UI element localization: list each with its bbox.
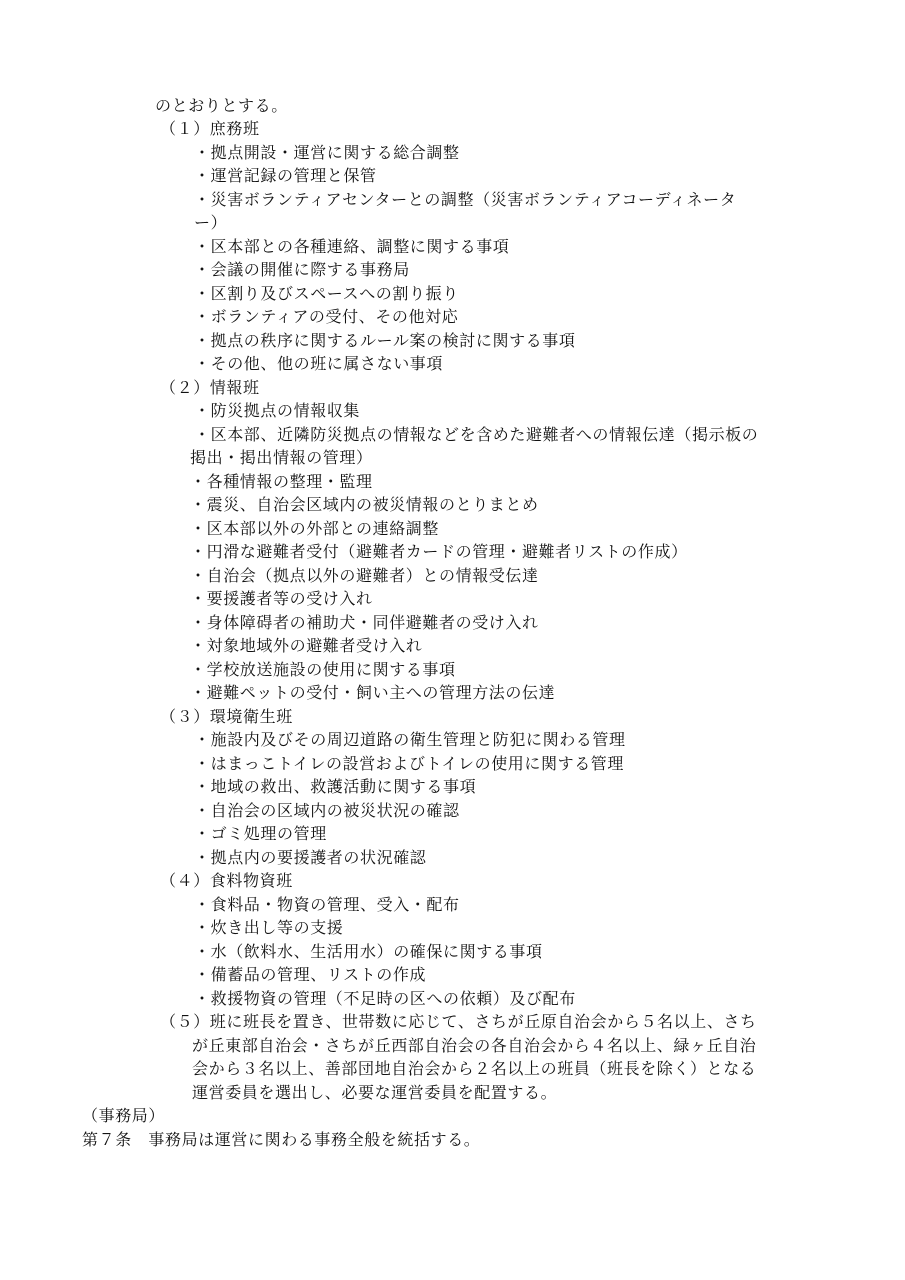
list-item: ・水（飲料水、生活用水）の確保に関する事項 xyxy=(194,942,543,961)
list-item: ・その他、他の班に属さない事項 xyxy=(194,354,444,373)
list-item: ・各種情報の整理・監理 xyxy=(190,472,373,491)
list-item: ・食料品・物資の管理、受入・配布 xyxy=(194,895,460,914)
intro-text: のとおりとする。 xyxy=(155,96,288,115)
list-item: ・地域の救出、救護活動に関する事項 xyxy=(194,777,477,796)
list-item: 掲出・掲出情報の管理） xyxy=(190,448,373,467)
list-item: ・会議の開催に際する事務局 xyxy=(194,260,410,279)
list-item: ・防災拠点の情報収集 xyxy=(194,401,361,420)
list-item: ・対象地域外の避難者受け入れ xyxy=(190,636,423,655)
list-item: ・炊き出し等の支援 xyxy=(194,918,344,937)
list-item: ー） xyxy=(194,213,228,232)
list-item: ・区本部との各種連絡、調整に関する事項 xyxy=(194,237,510,256)
list-item: ・区本部以外の外部との連絡調整 xyxy=(190,519,440,538)
list-item: ・災害ボランティアセンターとの調整（災害ボランティアコーディネータ xyxy=(194,190,737,209)
list-item: ・拠点の秩序に関するルール案の検討に関する事項 xyxy=(194,331,576,350)
list-item: ・ゴミ処理の管理 xyxy=(194,824,327,843)
list-item: ・避難ペットの受付・飼い主への管理方法の伝達 xyxy=(190,683,556,702)
list-item: ・自治会（拠点以外の避難者）との情報受伝達 xyxy=(190,566,539,585)
clause-5-line: が丘東部自治会・さちが丘西部自治会の各自治会から４名以上、緑ヶ丘自治 xyxy=(192,1036,757,1055)
list-item: ・はまっこトイレの設営およびトイレの使用に関する管理 xyxy=(194,754,625,773)
list-item: ・備蓄品の管理、リストの作成 xyxy=(194,965,427,984)
list-item: ・運営記録の管理と保管 xyxy=(194,166,377,185)
list-item: ・救援物資の管理（不足時の区への依頼）及び配布 xyxy=(194,989,576,1008)
list-item: ・学校放送施設の使用に関する事項 xyxy=(190,660,456,679)
article-7-text: 第７条 事務局は運営に関わる事務全般を統括する。 xyxy=(82,1130,481,1149)
clause-5-line: （５）班に班長を置き、世帯数に応じて、さちが丘原自治会から５名以上、さち xyxy=(160,1012,757,1031)
list-item: ・要援護者等の受け入れ xyxy=(190,589,373,608)
clause-5-line: 会から３名以上、善部団地自治会から２名以上の班員（班長を除く）となる xyxy=(192,1059,757,1078)
list-item: ・ボランティアの受付、その他対応 xyxy=(194,307,459,326)
list-item: ・区割り及びスペースへの割り振り xyxy=(194,284,459,303)
list-item: ・拠点内の要援護者の状況確認 xyxy=(194,848,427,867)
list-item: ・震災、自治会区域内の被災情報のとりまとめ xyxy=(190,495,539,514)
clause-5-line: 運営委員を選出し、必要な運営委員を配置する。 xyxy=(192,1083,558,1102)
list-item: ・施設内及びその周辺道路の衛生管理と防犯に関わる管理 xyxy=(194,730,626,749)
article-heading: （事務局） xyxy=(82,1106,166,1125)
section-heading: （４）食料物資班 xyxy=(160,871,293,890)
section-heading: （１）庶務班 xyxy=(160,119,260,138)
list-item: ・区本部、近隣防災拠点の情報などを含めた避難者への情報伝達（掲示板の xyxy=(194,425,759,444)
list-item: ・自治会の区域内の被災状況の確認 xyxy=(194,801,460,820)
section-heading: （２）情報班 xyxy=(160,378,260,397)
list-item: ・拠点開設・運営に関する総合調整 xyxy=(194,143,460,162)
list-item: ・身体障碍者の補助犬・同伴避難者の受け入れ xyxy=(190,613,539,632)
section-heading: （３）環境衛生班 xyxy=(160,707,293,726)
list-item: ・円滑な避難者受付（避難者カードの管理・避難者リストの作成） xyxy=(190,542,688,561)
